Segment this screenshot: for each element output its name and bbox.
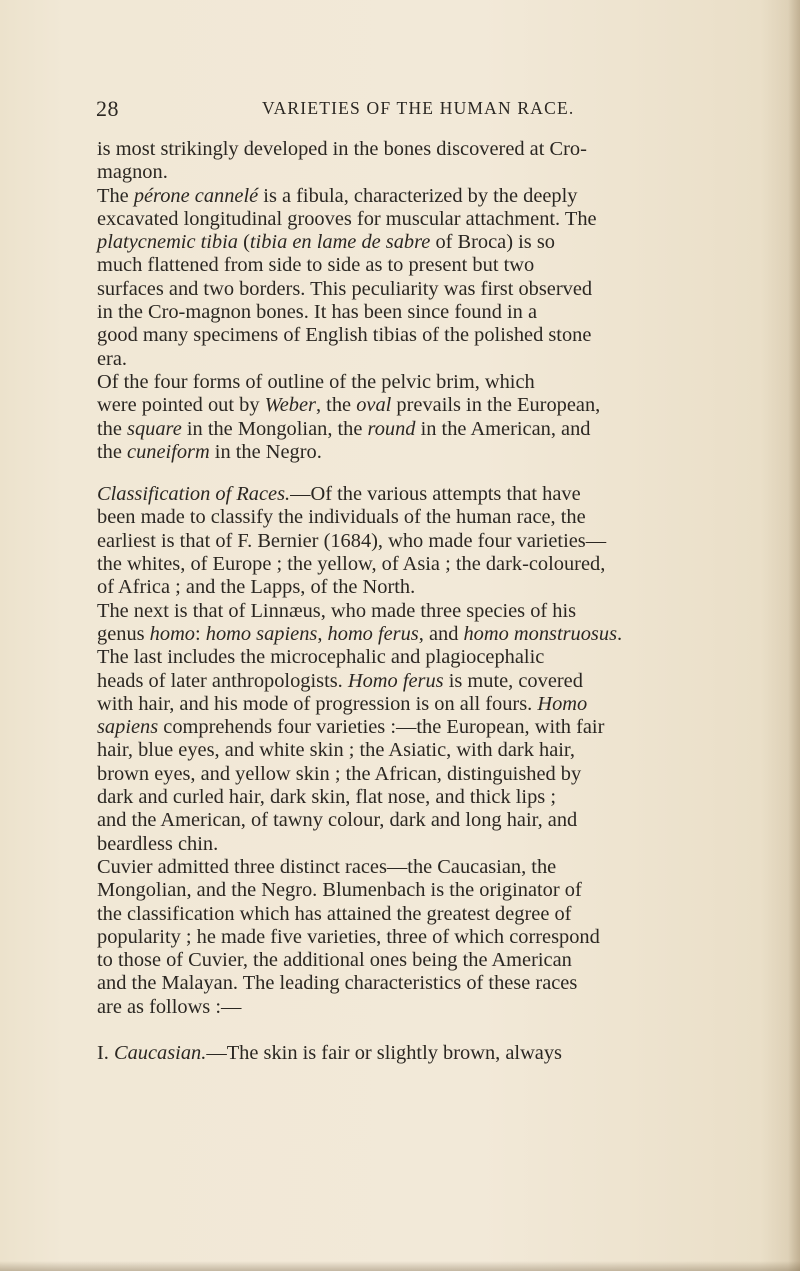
text-line: and the Malayan. The leading characteristics of these races [97, 972, 578, 995]
text-line: were pointed out by Weber, the oval prevails in the European, [97, 394, 601, 417]
text-line: platycnemic tibia (tibia en lame de sabre of Broca) is so [97, 231, 555, 254]
text-line: era. [97, 347, 127, 370]
text-line: been made to classify the individuals of the human race, the [97, 506, 586, 529]
text-line: popularity ; he made five varieties, three of which correspond [97, 925, 600, 948]
text-line: earliest is that of F. Bernier (1684), who made four varieties— [97, 529, 607, 552]
text-line: brown eyes, and yellow skin ; the African, distinguished by [97, 762, 582, 785]
running-title: VARIETIES OF THE HUMAN RACE. [262, 98, 575, 118]
page-bottom-shadow [0, 1261, 800, 1271]
text-line: I. Caucasian.—The skin is fair or slightly brown, always [97, 1041, 562, 1064]
text-line: to those of Cuvier, the additional ones being the American [97, 949, 572, 972]
text-line: excavated longitudinal grooves for muscular attachment. The [97, 207, 597, 230]
text-line: the square in the Mongolian, the round in the American, and [97, 417, 591, 440]
text-line: beardless chin. [97, 832, 219, 855]
text-line: the whites, of Europe ; the yellow, of Asia ; the dark-coloured, [97, 553, 606, 576]
text-line: much flattened from side to side as to present but two [97, 254, 535, 277]
page-edge-shadow [788, 0, 800, 1271]
text-line: Cuvier admitted three distinct races—the Caucasian, the [97, 855, 557, 878]
text-line: Mongolian, and the Negro. Blumenbach is the originator of [97, 879, 582, 902]
text-line: in the Cro-magnon bones. It has been since found in a [97, 301, 537, 324]
text-line: Classification of Races.—Of the various attempts that have [97, 483, 581, 506]
text-line: Of the four forms of outline of the pelvic brim, which [97, 370, 535, 393]
text-line: and the American, of tawny colour, dark and long hair, and [97, 809, 578, 832]
text-line: genus homo: homo sapiens, homo ferus, and homo monstruosus. [97, 622, 623, 645]
text-line: heads of later anthropologists. Homo ferus is mute, covered [97, 669, 583, 692]
text-line: the classification which has attained the greatest degree of [97, 902, 572, 925]
text-line: The last includes the microcephalic and plagiocephalic [97, 646, 545, 669]
text-line: good many specimens of English tibias of the polished stone [97, 324, 592, 347]
text-line: sapiens comprehends four varieties :—the European, with fair [97, 716, 605, 739]
text-line: The next is that of Linnæus, who made three species of his [97, 599, 577, 622]
text-line: of Africa ; and the Lapps, of the North. [97, 576, 416, 599]
text-line: the cuneiform in the Negro. [97, 440, 322, 463]
text-line: hair, blue eyes, and white skin ; the Asiatic, with dark hair, [97, 739, 575, 762]
text-line: are as follows :— [97, 995, 242, 1018]
text-line: magnon. [97, 161, 168, 184]
text-line: dark and curled hair, dark skin, flat nose, and thick lips ; [97, 786, 556, 809]
text-line: surfaces and two borders. This peculiarity was first observed [97, 277, 593, 300]
page-number: 28 [96, 96, 119, 121]
body-text [97, 138, 741, 1065]
text-line: The pérone cannelé is a fibula, characterized by the deeply [97, 184, 578, 207]
text-line: is most strikingly developed in the bones discovered at Cro- [97, 138, 587, 160]
text-line: with hair, and his mode of progression is on all fours. Homo [97, 692, 588, 715]
page-header [96, 96, 742, 126]
